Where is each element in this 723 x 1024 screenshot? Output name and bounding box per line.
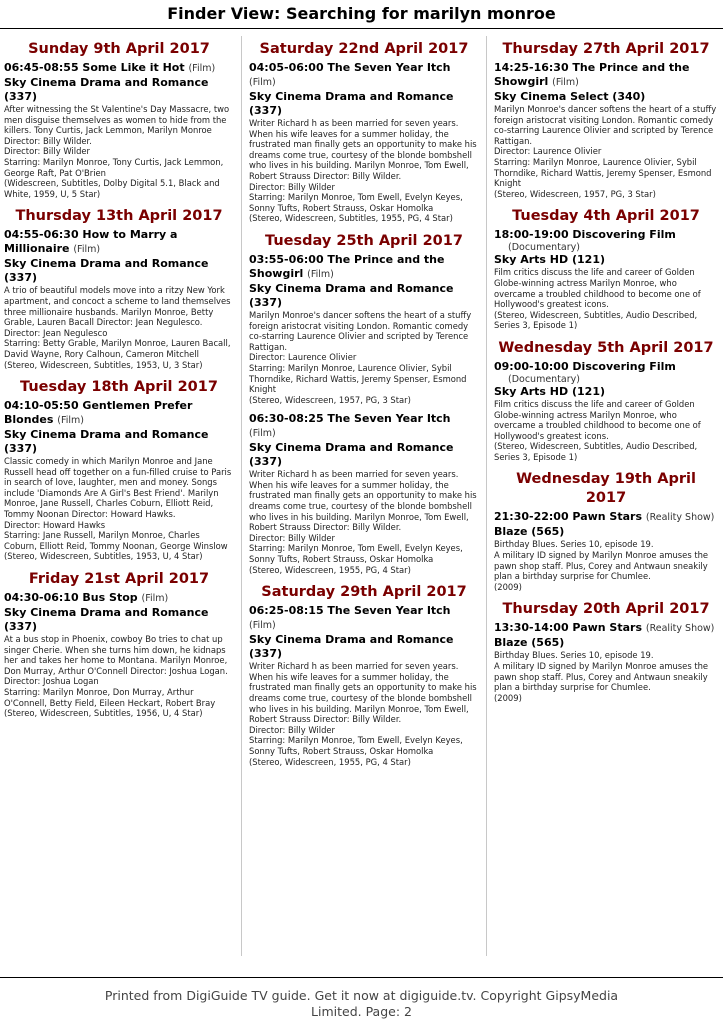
listing-item[interactable] — [494, 621, 718, 703]
listing-item[interactable] — [4, 591, 234, 719]
programme-title — [494, 228, 718, 242]
page-header — [0, 0, 723, 29]
listing-item[interactable] — [249, 61, 479, 224]
channel-name: Sky Cinema Drama and Romance (337) — [4, 428, 209, 456]
day-heading: Thursday 27th April 2017 — [502, 41, 710, 57]
programme-title — [249, 253, 479, 282]
programme-title — [494, 510, 718, 525]
listing-item[interactable] — [249, 412, 479, 575]
day-heading: Tuesday 25th April 2017 — [265, 232, 463, 249]
day-heading: Thursday 13th April 2017 — [15, 208, 223, 225]
channel-name: Sky Cinema Drama and Romance (337) — [4, 257, 209, 285]
page-footer — [0, 977, 723, 1020]
programme-type: (Reality Show) — [645, 623, 715, 635]
listing-item[interactable] — [249, 604, 479, 767]
programme-title — [4, 591, 234, 606]
programme-description: At a bus stop in Phoenix, cowboy Bo tries to chat up singer Cherie. When she turns him down, he kidnaps her and takes her home to Montana. Marilyn Monroe, Don Murray, Arthur O'Connell Director: Joshua Logan. Director: Joshua Logan Starring: Marilyn Monroe, Don Murray, Arthur O'Connell, Betty Field, Eileen Heckart, Robert Bray (Stereo, Widescreen, Subtitles, 1956, U, 4 Star) — [4, 634, 228, 719]
listing-item[interactable] — [494, 61, 718, 199]
programme-description: After witnessing the St Valentine's Day Massacre, two men disguise themselves as women to hide from the killers. Tony Curtis, Jack Lemmon, Marilyn Monroe Director: Billy Wilder. Director: Billy Wilder Starring: Marilyn Monroe, Tony Curtis, Jack Lemmon, George Raft, Pat O'Brien (Widescreen, Subtitles, Dolby Digital 5.1, Black and White, 1959, U, 5 Star) — [4, 104, 230, 199]
listing-item[interactable] — [494, 510, 718, 592]
programme-type: (Film) — [249, 428, 276, 440]
channel-name: Sky Arts HD (121) — [494, 384, 605, 398]
programme-title — [249, 61, 479, 90]
programme-type: (Film) — [249, 620, 276, 632]
programme-time-title: 04:30-06:10 Bus Stop — [4, 591, 138, 605]
listing-item[interactable] — [494, 228, 718, 331]
day-heading: Thursday 20th April 2017 — [502, 601, 710, 618]
programme-description: Birthday Blues. Series 10, episode 19. A military ID signed by Marilyn Monroe amuses the pawn shop staff. Plus, Corey and Antwaun sneakily plan a birthday surprise for Chumlee. (2009) — [494, 539, 709, 592]
programme-description: Film critics discuss the life and career of Golden Globe-winning actress Marilyn Monroe, who overcame a troubled childhood to become one of Hollywood's greatest icons. (Stereo, Widescreen, Subtitles, Audio Described, Series 3, Episode 1) — [494, 267, 701, 331]
listing-item[interactable] — [4, 228, 234, 370]
programme-type: (Documentary) — [508, 242, 580, 254]
programme-title — [494, 360, 718, 374]
page-title: Finder View: Searching for marilyn monroe — [167, 4, 556, 23]
day-section — [249, 583, 479, 767]
programme-time-title: 14:25-16:30 The Prince and the Showgirl — [494, 61, 690, 88]
day-section — [494, 470, 718, 592]
column-3 — [494, 40, 718, 711]
footer-line-2: Limited. Page: 2 — [311, 1004, 412, 1019]
programme-description: Classic comedy in which Marilyn Monroe and Jane Russell head off together on a fun-filled cruise to Paris in search of love, laughter, men and money. Songs include 'Diamonds Are A Girl's Best Friend'. Marilyn Monroe, Jane Russell, Charles Coburn, Elliott Reid, Tommy Noonan Director: Howard Hawks. Director: Howard Hawks Starring: Jane Russell, Marilyn Monroe, Charles Coburn, Elliott Reid, Tommy Noonan, George Winslow (Stereo, Widescreen, Subtitles, 1953, U, 4 Star) — [4, 456, 232, 562]
programme-time-title: 13:30-14:00 Pawn Stars — [494, 621, 643, 635]
channel-name: Sky Cinema Drama and Romance (337) — [249, 281, 454, 309]
day-section — [4, 207, 234, 370]
programme-description: Writer Richard h as been married for seven years. When his wife leaves for a summer holiday, the frustrated man finally gets an opportunity to make his dreams come true, courtesy of the blonde bombshell who lives in his building. Marilyn Monroe, Tom Ewell, Robert Strauss Director: Billy Wilder. Director: Billy Wilder Starring: Marilyn Monroe, Tom Ewell, Evelyn Keyes, Sonny Tufts, Robert Strauss, Oskar Homolka (Stereo, Widescreen, Subtitles, 1955, PG, 4 Star) — [249, 118, 477, 224]
programme-time-title: 18:00-19:00 Discovering Film — [494, 228, 676, 242]
programme-type: (Film) — [552, 77, 579, 88]
programme-description: Writer Richard h as been married for seven years. When his wife leaves for a summer holiday, the frustrated man finally gets an opportunity to make his dreams come true, courtesy of the blonde bombshell who lives in his building. Marilyn Monroe, Tom Ewell, Robert Strauss Director: Billy Wilder. Director: Billy Wilder Starring: Marilyn Monroe, Tom Ewell, Evelyn Keyes, Sonny Tufts, Robert Strauss, Oskar Homolka (Stereo, Widescreen, 1955, PG, 4 Star) — [249, 661, 477, 767]
programme-description: Birthday Blues. Series 10, episode 19. A military ID signed by Marilyn Monroe amuses the pawn shop staff. Plus, Corey and Antwaun sneakily plan a birthday surprise for Chumlee. (2009) — [494, 650, 709, 703]
programme-time-title: 21:30-22:00 Pawn Stars — [494, 510, 643, 524]
programme-description: Film critics discuss the life and career of Golden Globe-winning actress Marilyn Monroe, who overcame a troubled childhood to become one of Hollywood's greatest icons. (Stereo, Widescreen, Subtitles, Audio Described, Series 3, Episode 1) — [494, 398, 701, 462]
day-section — [4, 40, 234, 199]
day-section — [249, 232, 479, 575]
footer-line-1: Printed from DigiGuide TV guide. Get it now at digiguide.tv. Copyright GipsyMedia — [104, 988, 619, 1003]
day-section — [494, 339, 718, 463]
programme-time-title: 04:55-06:30 How to Marry a Millionaire — [4, 228, 178, 256]
day-section — [494, 600, 718, 703]
listing-item[interactable] — [494, 360, 718, 463]
day-section — [249, 40, 479, 224]
programme-time-title: 04:10-05:50 Gentlemen Prefer Blondes — [4, 399, 193, 427]
channel-name: Sky Arts HD (121) — [494, 253, 605, 267]
day-section — [494, 207, 718, 331]
listing-item[interactable] — [4, 399, 234, 562]
programme-type: (Documentary) — [508, 373, 580, 385]
programme-time-title: 06:25-08:15 The Seven Year Itch — [249, 604, 451, 618]
day-heading: Friday 21st April 2017 — [28, 571, 210, 588]
programme-title — [4, 61, 234, 76]
channel-name: Sky Cinema Drama and Romance (337) — [4, 606, 209, 634]
programme-type: (Film) — [249, 77, 276, 88]
channel-name: Blaze (565) — [494, 525, 565, 539]
listing-item[interactable] — [249, 253, 479, 405]
column-2 — [249, 40, 479, 775]
programme-type: (Film) — [73, 244, 101, 256]
programme-type: (Reality Show) — [645, 512, 715, 524]
day-heading: Sunday 9th April 2017 — [28, 41, 210, 57]
programme-time-title: 06:45-08:55 Some Like it Hot — [4, 61, 185, 74]
day-heading: Saturday 22nd April 2017 — [259, 41, 469, 57]
day-heading: Wednesday 5th April 2017 — [498, 339, 714, 356]
channel-name: Sky Cinema Select (340) — [494, 90, 646, 103]
programme-time-title: 03:55-06:00 The Prince and the Showgirl — [249, 252, 445, 280]
programme-description: Writer Richard h as been married for seven years. When his wife leaves for a summer holiday, the frustrated man finally gets an opportunity to make his dreams come true, courtesy of the blonde bombshell who lives in his building. Marilyn Monroe, Tom Ewell, Robert Strauss Director: Billy Wilder. Director: Billy Wilder Starring: Marilyn Monroe, Tom Ewell, Evelyn Keyes, Sonny Tufts, Robert Strauss, Oskar Homolka (Stereo, Widescreen, 1955, PG, 4 Star) — [249, 469, 477, 575]
channel-name: Sky Cinema Drama and Romance (337) — [249, 633, 454, 661]
day-heading: Tuesday 18th April 2017 — [20, 379, 218, 396]
day-heading: Saturday 29th April 2017 — [261, 584, 467, 601]
day-heading: Wednesday 19th April 2017 — [516, 471, 696, 507]
programme-title — [494, 61, 718, 90]
programme-description: Marilyn Monroe's dancer softens the heart of a stuffy foreign aristocrat visiting London. Romantic comedy co-starring Laurence Olivier and scripted by Terence Rattigan. Director: Laurence Olivier Starring: Marilyn Monroe, Laurence Olivier, Sybil Thorndike, Richard Wattis, Jeremy Spenser, Esmond Knight (Stereo, Widescreen, 1957, PG, 3 Star) — [249, 309, 472, 405]
programme-type: (Film) — [57, 415, 84, 427]
programme-time-title: 04:05-06:00 The Seven Year Itch — [249, 61, 451, 74]
programme-description: Marilyn Monroe's dancer softens the heart of a stuffy foreign aristocrat visiting London. Romantic comedy co-starring Laurence Olivier and scripted by Terence Rattigan. Director: Laurence Olivier Starring: Marilyn Monroe, Laurence Olivier, Sybil Thorndike, Richard Wattis, Jeremy Spenser, Esmond Knight (Stereo, Widescreen, 1957, PG, 3 Star) — [494, 104, 717, 199]
programme-description: A trio of beautiful models move into a ritzy New York apartment, and concoct a scheme to land themselves three millionaire husbands. Marilyn Monroe, Betty Grable, Lauren Bacall Director: Jean Negulesco. Director: Jean Negulesco Starring: Betty Grable, Marilyn Monroe, Lauren Bacall, David Wayne, Rory Calhoun, Cameron Mitchell (Stereo, Widescreen, Subtitles, 1953, U, 3 Star) — [4, 285, 231, 370]
channel-name: Sky Cinema Drama and Romance (337) — [4, 76, 209, 103]
channel-name: Sky Cinema Drama and Romance (337) — [249, 441, 454, 469]
programme-title — [494, 621, 718, 636]
programme-title — [249, 604, 479, 633]
column-1 — [4, 40, 234, 727]
programme-type: (Film) — [141, 593, 169, 605]
programme-type: (Film) — [307, 268, 334, 280]
programme-time-title: 06:30-08:25 The Seven Year Itch — [249, 412, 451, 426]
channel-name: Blaze (565) — [494, 636, 565, 650]
day-section — [4, 378, 234, 562]
programme-type: (Film) — [188, 63, 216, 74]
programme-time-title: 09:00-10:00 Discovering Film — [494, 359, 676, 373]
programme-title — [4, 228, 234, 257]
day-section — [494, 40, 718, 199]
listing-item[interactable] — [4, 61, 234, 199]
programme-title — [4, 399, 234, 428]
programme-title — [249, 412, 479, 441]
day-section — [4, 570, 234, 719]
channel-name: Sky Cinema Drama and Romance (337) — [249, 90, 454, 117]
day-heading: Tuesday 4th April 2017 — [512, 208, 700, 225]
